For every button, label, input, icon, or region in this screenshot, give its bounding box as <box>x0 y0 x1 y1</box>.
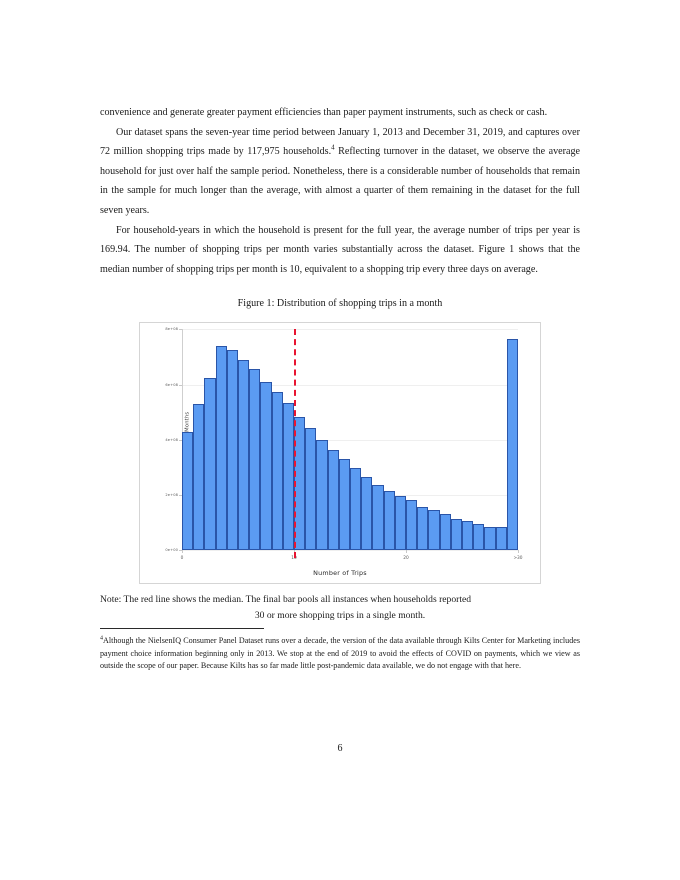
chart-x-tick-mark <box>182 550 183 553</box>
chart-bar <box>395 496 406 550</box>
chart-y-tick-mark <box>179 440 182 441</box>
footnote-body <box>100 635 580 673</box>
chart-x-tick-mark <box>518 550 519 553</box>
chart-bar <box>473 524 484 550</box>
chart-y-tick-label: 8e+08 <box>165 327 178 332</box>
chart-bar <box>406 500 417 550</box>
footnote-content: Although the NielsenIQ Consumer Panel Dataset runs over a decade, the version of the data available through Kilts Center for Marketing includes payment choice information beginning only in 2013. We stop at the end of 2019 to avoid the effects of COVID on payments, which we view as outside the scope of our paper. Because Kilts has so far made little post-pandemic data available, we do not engage with that here. <box>100 636 580 671</box>
chart-bar <box>204 378 215 551</box>
paragraph-1 <box>100 103 580 123</box>
chart-bar <box>496 527 507 550</box>
chart-x-tick-label: 0 <box>180 556 184 562</box>
chart-bar <box>484 527 495 551</box>
footnote-marker-inline: 4 <box>331 143 335 152</box>
footnote-divider <box>100 628 264 629</box>
figure-note-line-2: 30 or more shopping trips in a single month. <box>254 609 426 621</box>
chart-bar <box>238 360 249 551</box>
chart-bar <box>328 450 339 551</box>
chart-y-tick-mark <box>179 329 182 330</box>
chart-bar <box>384 491 395 550</box>
chart-bar <box>361 477 372 551</box>
chart-bar <box>260 382 271 551</box>
chart-bar <box>216 346 227 550</box>
chart-x-tick-mark <box>406 550 407 553</box>
chart-bar <box>417 507 428 551</box>
chart-bar <box>350 468 361 550</box>
figure-note <box>100 592 580 623</box>
chart-x-tick-label: 10 <box>291 556 297 562</box>
chart-x-tick-label: 20 <box>403 556 409 562</box>
figure-caption: Figure 1: Distribution of shopping trips in a month <box>237 298 443 310</box>
chart-y-tick-label: 0e+00 <box>165 548 178 553</box>
chart-x-tick-label: >30 <box>513 556 523 562</box>
chart-y-tick-mark <box>179 385 182 386</box>
chart-bar <box>272 392 283 551</box>
paragraph-2-text-b: Reflecting turnover in the dataset, we observe the average household for just over half the sample period. Nonetheless, there is a considerable number of households that remain in the sample for much longer than the average, with almost a quarter of them remaining in the dataset for the full seven years. <box>100 146 580 216</box>
chart-y-tick-label: 6e+08 <box>165 382 178 387</box>
chart-bar <box>372 485 383 550</box>
chart-bar <box>316 440 327 551</box>
chart-y-tick-label: 2e+08 <box>165 493 178 498</box>
chart-bar <box>440 514 451 550</box>
chart-bar <box>507 339 518 550</box>
paragraph-2-text-a: Our dataset spans the seven-year time period between January 1, 2013 and December 31, 2019, and captures over 72 million shopping trips made by 117,975 households. <box>100 126 580 158</box>
footnote-number: 4 <box>100 635 103 642</box>
chart-bar <box>451 519 462 551</box>
chart-bar <box>193 404 204 550</box>
chart-bar <box>283 403 294 550</box>
paragraph-3 <box>100 221 580 280</box>
chart-bar <box>305 428 316 550</box>
figure-note-line-1: Note: The red line shows the median. The final bar pools all instances when households reported <box>100 594 472 606</box>
chart-x-axis-label: Number of Trips <box>313 569 367 578</box>
chart-bar <box>182 432 193 551</box>
chart-y-tick-label: 4e+08 <box>165 437 178 442</box>
chart-bar <box>339 459 350 550</box>
chart-bar <box>462 521 473 550</box>
figure-1-chart <box>139 322 541 584</box>
chart-plot-area <box>165 327 523 562</box>
chart-median-line <box>294 329 296 558</box>
chart-bars <box>182 329 518 550</box>
page-number: 6 <box>337 743 343 754</box>
paragraph-3-text: For household-years in which the household is present for the full year, the average number of trips per year is 169.94. The number of shopping trips per month varies substantially across the dataset. Figure 1 shows that the median number of shopping trips per month is 10, equivalent to a shopping trip every three days on average. <box>100 224 580 275</box>
footnote-section <box>100 628 580 673</box>
chart-plot-inner <box>165 327 523 562</box>
chart-bar <box>428 510 439 550</box>
chart-bar <box>227 350 238 550</box>
chart-bar <box>249 369 260 550</box>
paragraph-2 <box>100 123 580 221</box>
paragraph-1-text: convenience and generate greater payment efficiencies than paper payment instruments, such as check or cash. <box>100 107 548 118</box>
chart-y-tick-mark <box>179 495 182 496</box>
chart-gridline <box>182 550 518 551</box>
body-text-column <box>100 103 580 623</box>
